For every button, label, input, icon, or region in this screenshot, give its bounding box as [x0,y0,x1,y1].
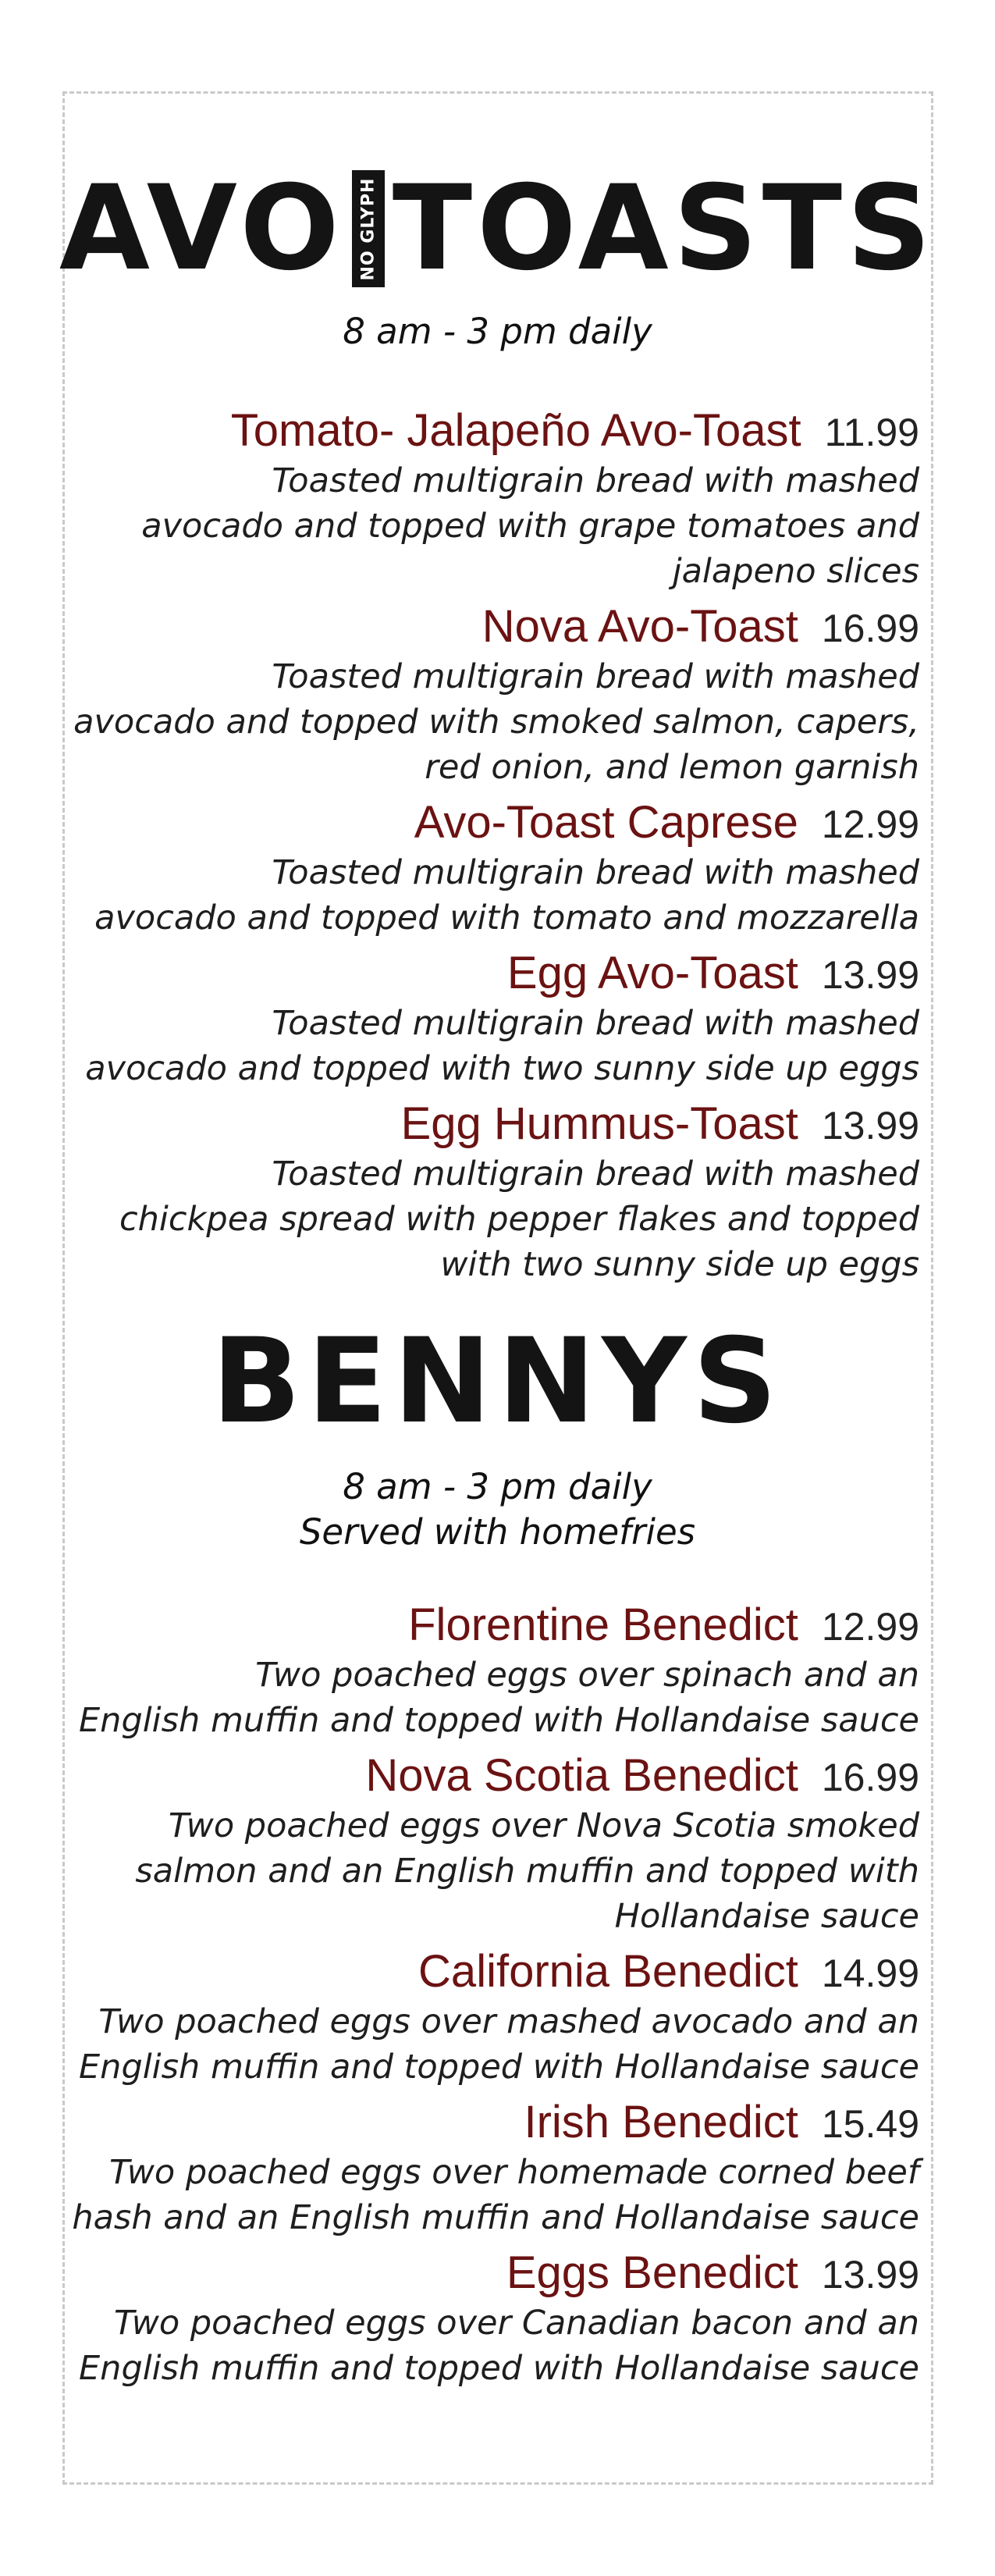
item-price: 15.49 [821,2102,919,2146]
item-price: 13.99 [821,953,919,997]
item-price: 11.99 [824,411,919,454]
menu-item [69,796,919,941]
item-description: Two poached eggs over homemade corned beef hash and an English muffin and Hollandaise sauce [72,2153,919,2237]
menu-item [69,1945,919,2090]
item-price: 12.99 [821,802,919,846]
item-name: California Benedict [418,1946,798,1997]
item-description: Two poached eggs over Canadian bacon and an English muffin and topped with Hollandaise sauce [79,2304,919,2388]
bennys-heading: BENNYS [211,1314,784,1450]
item-name: Irish Benedict [524,2097,798,2147]
menu-item [69,1098,919,1287]
heading-word-toasts: TOASTS [392,161,936,297]
heading-badge [352,170,385,287]
item-description: Two poached eggs over Nova Scotia smoked salmon and an English muffin and topped with Hollandaise sauce [135,1806,919,1936]
item-description: Toasted multigrain bread with mashed chickpea spread with pepper flakes and topped with two sunny side up eggs [119,1155,919,1284]
bennys-items-list [69,1599,919,2397]
item-description: Toasted multigrain bread with mashed avocado and topped with grape tomatoes and jalapeno slices [141,461,919,591]
avo-hours: 8 am - 3 pm daily [343,311,652,352]
item-description: Toasted multigrain bread with mashed avocado and topped with tomato and mozzarella [94,853,919,938]
item-description: Toasted multigrain bread with mashed avocado and topped with two sunny side up eggs [85,1004,919,1088]
item-description: Two poached eggs over mashed avocado and an English muffin and topped with Hollandaise sauce [79,2002,919,2087]
heading-badge-text: NO GLYPH [358,177,378,280]
item-description: Two poached eggs over spinach and an English muffin and topped with Hollandaise sauce [79,1656,919,1740]
item-price: 13.99 [821,2253,919,2297]
item-price: 14.99 [821,1952,919,1995]
item-name: Nova Avo-Toast [482,601,798,652]
item-name: Avo-Toast Caprese [414,797,798,848]
avo-toasts-heading [0,161,995,297]
avo-items-list [69,404,919,1293]
menu-item [69,600,919,790]
item-price: 16.99 [821,607,919,650]
heading-word-avo: AVO [59,161,344,297]
item-name: Florentine Benedict [408,1599,798,1650]
item-name: Eggs Benedict [506,2247,798,2298]
menu-item [69,947,919,1091]
item-name: Egg Hummus-Toast [400,1098,798,1149]
item-price: 13.99 [821,1104,919,1147]
menu-item [69,2096,919,2240]
item-name: Tomato- Jalapeño Avo-Toast [230,405,801,456]
item-name: Nova Scotia Benedict [365,1750,798,1801]
menu-item [69,2247,919,2391]
menu-item [69,404,919,594]
bennys-served-with: Served with homefries [299,1511,696,1553]
item-price: 16.99 [821,1756,919,1799]
item-name: Egg Avo-Toast [506,948,798,998]
menu-item [69,1749,919,1939]
item-price: 12.99 [821,1605,919,1649]
item-description: Toasted multigrain bread with mashed avocado and topped with smoked salmon, capers, red onion, and lemon garnish [73,657,919,787]
bennys-hours: 8 am - 3 pm daily [343,1466,652,1507]
menu-item [69,1599,919,1743]
